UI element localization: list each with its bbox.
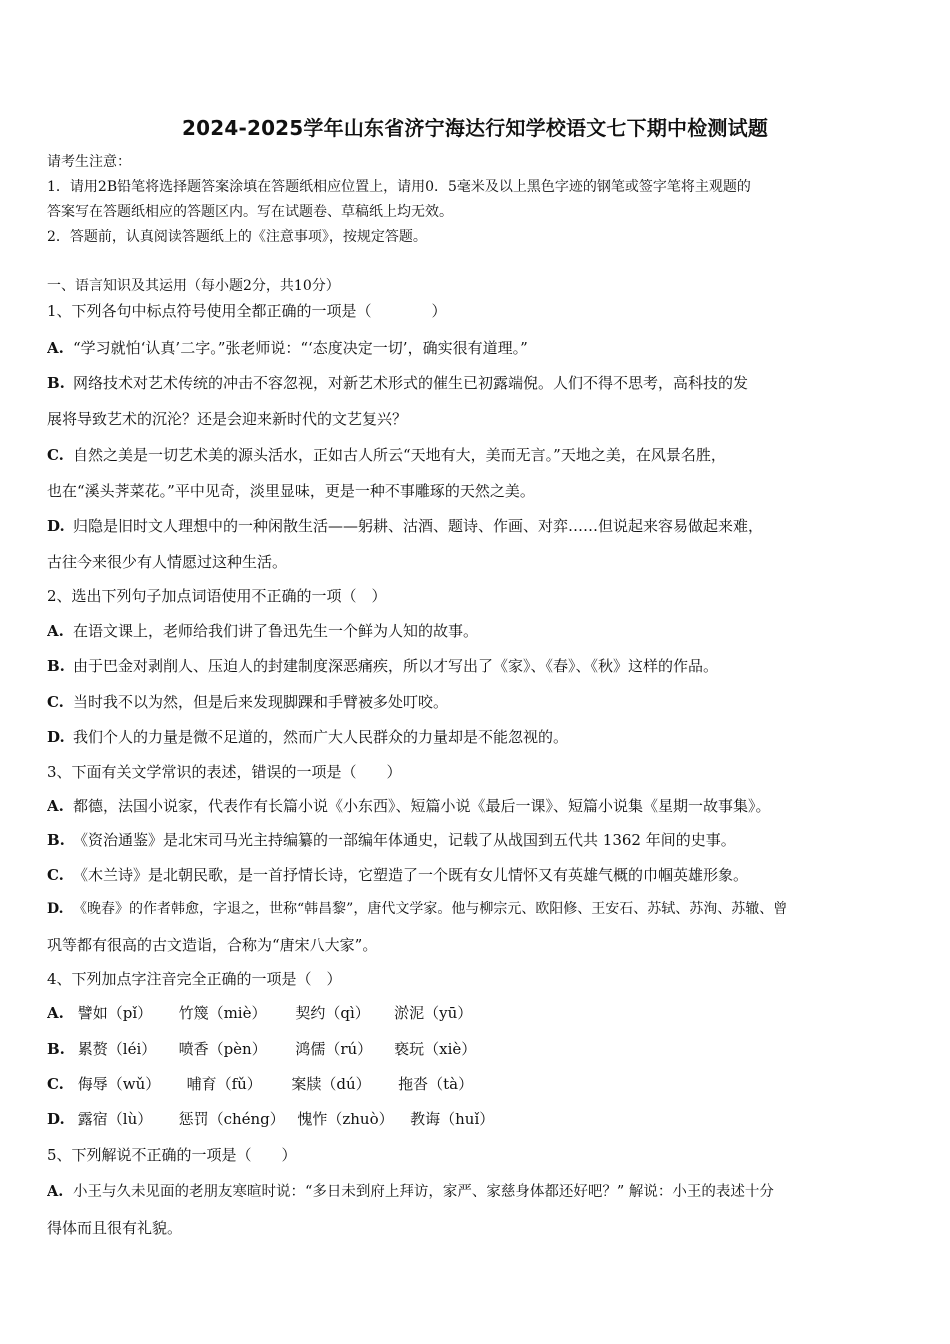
option-letter: A. [47,622,64,640]
option-letter: C. [47,446,64,464]
question-2-option-b [47,656,907,676]
pinyin-item: 哺育（fǔ） [186,1075,262,1093]
option-text: 由于巴金对剥削人、压迫人的封建制度深恶痛疾，所以才写出了《家》、《春》、《秋》这样的作品。 [73,657,719,675]
option-text: 在语文课上，老师给我们讲了鲁迅先生一个鲜为人知的故事。 [73,622,479,640]
option-letter: A. [47,339,64,357]
pinyin-item: 譬如（pǐ） [77,1004,153,1022]
option-text: 当时我不以为然，但是后来发现脚踝和手臂被多处叮咬。 [73,693,449,711]
option-letter: B. [47,657,65,675]
question-1-option-c-line-1 [47,445,907,465]
notice-item-1-line-1: 1．请用2B铅笔将选择题答案涂填在答题纸相应位置上，请用0．5毫米及以上黑色字迹的钢笔或签字笔将主观题的 [47,179,751,195]
pinyin-item: 愧怍（zhuò） [297,1110,394,1128]
question-3-stem: 3、下面有关文学常识的表述，错误的一项是（ ） [47,763,402,781]
question-1-option-c-line-2: 也在“溪头荠菜花。”平中见奇，淡里显味，更是一种不事雕琢的天然之美。 [47,482,535,500]
option-letter: C. [47,693,64,711]
option-letter: D. [47,901,64,917]
question-2-option-a [47,621,907,641]
page-title: 2024-2025学年山东省济宁海达行知学校语文七下期中检测试题 [181,116,769,140]
option-text: 都德，法国小说家，代表作有长篇小说《小东西》、短篇小说《最后一课》、短篇小说集《星期一故事集》。 [73,797,771,815]
option-text: 《资治通鉴》是北宋司马光主持编纂的一部编年体通史，记载了从战国到五代共 1362 年间的史事。 [73,831,736,849]
pinyin-item: 侮辱（wǔ） [77,1075,161,1093]
question-4-option-a [47,1003,907,1023]
option-text: 网络技术对艺术传统的冲击不容忽视，对新艺术形式的催生已初露端倪。人们不得不思考，高科技的发 [73,374,749,392]
option-text: 《晚春》的作者韩愈，字退之，世称“韩昌黎”，唐代文学家。他与柳宗元、欧阳修、王安石、苏轼、苏洵、苏辙、曾 [73,901,788,917]
option-text: “学习就怕‘认真’二字。”张老师说：“‘态度决定一切’，确实很有道理。” [73,339,528,357]
pinyin-item: 契约（qì） [295,1004,370,1022]
option-letter: A. [47,1004,64,1022]
option-letter: D. [47,517,65,535]
option-letter: B. [47,374,65,392]
notice-item-2: 2．答题前，认真阅读答题纸上的《注意事项》，按规定答题。 [47,229,427,245]
notice-item-1-line-2: 答案写在答题纸相应的答题区内。写在试题卷、草稿纸上均无效。 [47,204,453,220]
option-letter: D. [47,728,65,746]
question-1-option-d-line-2: 古往今来很少有人情愿过这种生活。 [47,553,288,571]
pinyin-item: 喷香（pèn） [178,1040,267,1058]
option-text: 小王与久未见面的老朋友寒暄时说：“多日未到府上拜访，家严、家慈身体都还好吧？” 解说：小王的表述十分 [73,1184,774,1200]
question-1-stem: 1、下列各句中标点符号使用全都正确的一项是（ ） [47,302,447,320]
option-letter: D. [47,1110,65,1128]
question-1-option-a [47,338,907,358]
pinyin-item: 露宿（lù） [77,1110,153,1128]
question-1-option-b-line-1 [47,373,907,393]
pinyin-item: 淤泥（yū） [394,1004,473,1022]
option-text: 自然之美是一切艺术美的源头活水，正如古人所云“天地有大，美而无言。”天地之美，在风景名胜， [73,446,726,464]
option-text: 归隐是旧时文人理想中的一种闲散生活——躬耕、沽酒、题诗、作画、对弈……但说起来容易做起来难， [73,517,764,535]
option-letter: C. [47,1075,64,1093]
question-3-option-d-line-1 [47,899,907,919]
question-3-option-d-line-2: 巩等都有很高的古文造诣，合称为“唐宋八大家”。 [47,936,378,954]
question-4-stem: 4、下列加点字注音完全正确的一项是（ ） [47,970,342,988]
question-4-option-c [47,1074,907,1094]
question-5-option-a-line-1 [47,1182,907,1202]
section-heading: 一、语言知识及其运用（每小题2分，共10分） [47,278,340,294]
pinyin-item: 累赘（léi） [77,1040,157,1058]
question-1-option-d-line-1 [47,516,907,536]
question-2-option-d [47,727,907,747]
pinyin-item: 案牍（dú） [291,1075,371,1093]
question-3-option-a [47,796,907,816]
option-letter: B. [47,1040,65,1058]
pinyin-item: 教诲（huǐ） [410,1110,495,1128]
pinyin-item: 竹篾（miè） [178,1004,267,1022]
option-letter: A. [47,797,64,815]
option-letter: B. [47,831,65,849]
option-text: 《木兰诗》是北朝民歌，是一首抒情长诗，它塑造了一个既有女儿情怀又有英雄气概的巾帼英雄形象。 [73,866,749,884]
pinyin-item: 惩罚（chéng） [178,1110,285,1128]
question-2-stem: 2、选出下列句子加点词语使用不正确的一项（ ） [47,587,387,605]
question-5-stem: 5、下列解说不正确的一项是（ ） [47,1146,297,1164]
notice-heading: 请考生注意： [47,154,131,170]
question-3-option-c [47,865,907,885]
pinyin-item: 拖沓（tà） [398,1075,474,1093]
question-1-option-b-line-2: 展将导致艺术的沉沦？还是会迎来新时代的文艺复兴？ [47,410,408,428]
question-2-option-c [47,692,907,712]
pinyin-item: 亵玩（xiè） [394,1040,477,1058]
question-3-option-b [47,830,907,850]
question-4-option-b [47,1039,907,1059]
pinyin-item: 鸿儒（rú） [295,1040,373,1058]
option-letter: C. [47,866,64,884]
option-letter: A. [47,1183,64,1200]
option-text: 我们个人的力量是微不足道的，然而广大人民群众的力量却是不能忽视的。 [73,728,569,746]
question-5-option-a-line-2: 得体而且很有礼貌。 [47,1219,183,1237]
question-4-option-d [47,1109,907,1129]
